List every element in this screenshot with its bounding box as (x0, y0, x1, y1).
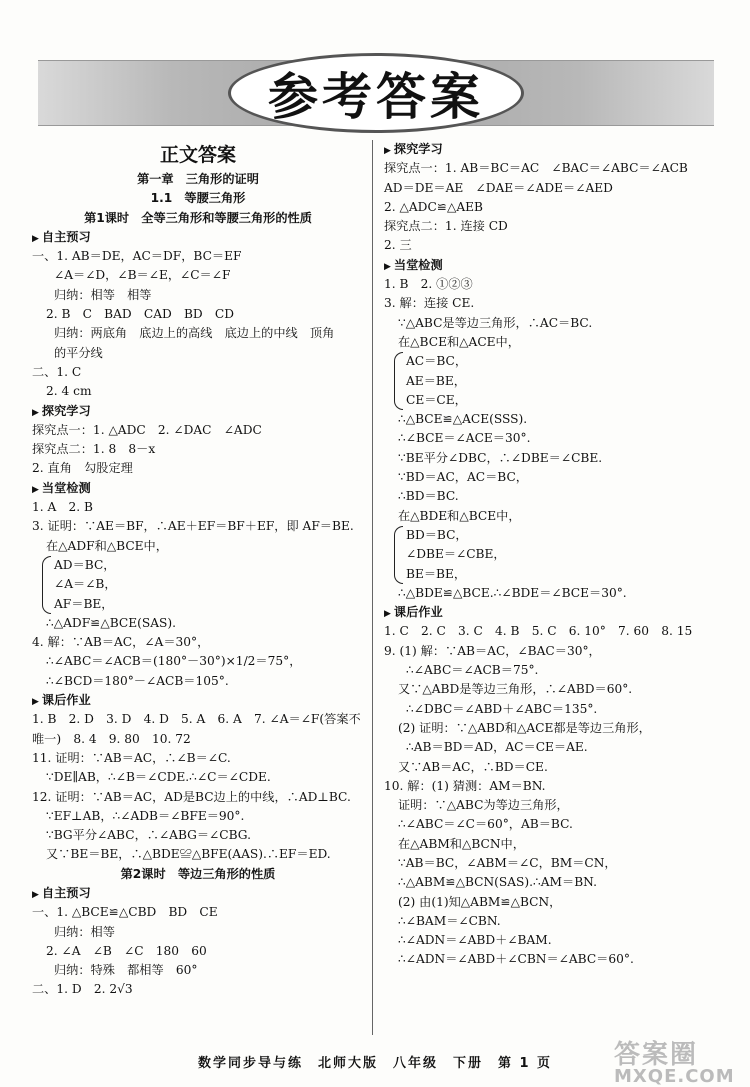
answer-line: ∵BE平分∠DBC，∴∠DBE＝∠CBE. (398, 450, 603, 465)
answer-line: 1. B 2. ①②③ (384, 277, 473, 292)
answer-line: 10. 解：(1) 猜测：AM＝BN. (384, 778, 546, 793)
answer-line: 在△ADF和△BCE中， (46, 538, 168, 553)
answer-line: ∵EF⊥AB，∴∠ADB＝∠BFE＝90°. (46, 808, 245, 823)
answer-line: 证明：∵△ABC为等边三角形， (398, 798, 569, 813)
left-brace (394, 352, 403, 410)
answer-line: 2. B C BAD CAD BD CD (46, 307, 234, 322)
answer-line: 在△ABM和△BCN中， (398, 836, 525, 851)
answer-line: 1. A 2. B (32, 500, 93, 515)
subsection-title: 1.1 等腰三角形 (150, 191, 246, 206)
answer-line: ∠A＝∠D，∠B＝∠E，∠C＝∠F (54, 268, 231, 283)
answer-line: BD＝BC， (406, 527, 468, 542)
triangle-icon: ▶ (32, 697, 39, 708)
heading-check: ▶ 当堂检测 (32, 480, 91, 495)
answer-line: ∴△ABM≌△BCN(SAS).∴AM＝BN. (398, 875, 597, 890)
heading-explore: ▶ 探究学习 (32, 403, 91, 418)
watermark-logo (614, 1040, 738, 1087)
answer-line: ∴∠ABC＝∠C＝60°，AB＝BC. (398, 817, 573, 832)
answer-line: ∴∠ADN＝∠ABD＋∠CBN＝∠ABC＝60°. (398, 952, 634, 967)
answer-line: 又∵AB＝AC，∴BD＝CE. (398, 759, 548, 774)
answer-line: 二、1. C (32, 364, 82, 379)
equation-system (32, 556, 364, 614)
answer-line: 唯一) 8. 4 9. 80 10. 72 (32, 731, 191, 746)
answer-line: 9. (1) 解：∵AB＝AC，∠BAC＝30°， (384, 643, 601, 658)
left-brace (42, 556, 51, 614)
answer-line: AF＝BE， (54, 596, 114, 611)
answer-line: ∵△ABC是等边三角形，∴AC＝BC. (398, 315, 593, 330)
answer-line: ∵DE∥AB，∴∠B＝∠CDE.∴∠C＝∠CDE. (46, 770, 271, 785)
chapter-title: 第一章 三角形的证明 (137, 172, 259, 186)
column-divider (372, 140, 373, 1035)
watermark-text: 答案圈 (614, 1040, 699, 1070)
answer-line: 归纳：相等 (54, 924, 115, 939)
section-title: 正文答案 (159, 144, 236, 166)
answer-line: ∵AB＝BC，∠ABM＝∠C，BM＝CN， (398, 855, 617, 870)
answer-line: 1. B 2. D 3. D 4. D 5. A 6. A 7. ∠A＝∠F(答案不 (32, 712, 361, 727)
lesson-title: 第1课时 全等三角形和等腰三角形的性质 (84, 210, 312, 225)
answer-line: 1. C 2. C 3. C 4. B 5. C 6. 10° 7. 60 8. 15 (384, 624, 693, 639)
answer-line: 4. 解：∵AB＝AC，∠A＝30°， (32, 635, 210, 650)
equation-system (384, 526, 724, 584)
right-column (384, 140, 724, 970)
triangle-icon: ▶ (32, 889, 39, 900)
answer-line: 2. 4 cm (46, 384, 92, 399)
answer-line: 又∵△ABD是等边三角形，∴∠ABD＝60°. (398, 682, 633, 697)
answer-line: (2) 证明：∵△ABD和△ACE都是等边三角形， (398, 720, 651, 735)
answer-line: 在△BCE和△ACE中， (398, 334, 520, 349)
answer-line: ∵BG平分∠ABC，∴∠ABG＝∠CBG. (46, 828, 251, 843)
answer-line: ∠DBE＝∠CBE， (406, 547, 506, 562)
heading-preview: ▶ 自主预习 (32, 885, 91, 900)
triangle-icon: ▶ (32, 233, 39, 244)
answer-line: ∴△BDE≌△BCE.∴∠BDE＝∠BCE＝30°. (398, 585, 627, 600)
page-title: 参考答案 (268, 68, 484, 126)
answer-line: 二、1. D 2. 2√3 (32, 982, 133, 997)
answer-line: CE＝CE， (406, 392, 467, 407)
watermark-url: MXQE.COM (614, 1066, 735, 1087)
answer-line: 归纳：两底角 底边上的高线 底边上的中线 顶角 (54, 326, 335, 341)
answer-line: ∴BD＝BC. (398, 489, 459, 504)
left-column (32, 140, 364, 1000)
answer-line: AD＝BC， (54, 557, 116, 572)
equation-system (384, 352, 724, 410)
answer-line: AE＝BE， (406, 373, 466, 388)
answer-line: ∴∠BCE＝∠ACE＝30°. (398, 431, 531, 446)
answer-line: ∴∠ABC＝∠ACB＝75°. (406, 663, 539, 678)
triangle-icon: ▶ (32, 484, 39, 495)
heading-preview: ▶ 自主预习 (32, 229, 91, 244)
answer-line: 探究点一：1. △ADC 2. ∠DAC ∠ADC (32, 422, 262, 437)
answer-line: ∴∠DBC＝∠ABD＋∠ABC＝135°. (406, 701, 598, 716)
lesson-title: 第2课时 等边三角形的性质 (120, 866, 276, 881)
answer-line: 2. ∠A ∠B ∠C 180 60 (46, 943, 207, 958)
answer-line: ∴△ADF≌△BCE(SAS). (46, 615, 177, 630)
answer-line: 11. 证明：∵AB＝AC，∴∠B＝∠C. (32, 750, 231, 765)
triangle-icon: ▶ (32, 407, 39, 418)
answer-line: ∵BD＝AC，AC＝BC， (398, 470, 528, 485)
answer-line: 的平分线 (54, 345, 103, 360)
answer-line: BE＝BE， (406, 566, 467, 581)
answer-line: (2) 由(1)知△ABM≌△BCN， (398, 894, 562, 909)
answer-line: ∴△BCE≌△ACE(SSS). (398, 412, 528, 427)
answer-line: 归纳：相等 相等 (54, 287, 152, 302)
heading-homework: ▶ 课后作业 (384, 605, 443, 620)
left-brace (394, 526, 403, 584)
answer-line: 归纳：特殊 都相等 60° (54, 963, 198, 978)
answer-line: AC＝BC， (406, 354, 468, 369)
answer-line: 2. △ADC≌△AEB (384, 199, 484, 214)
answer-line: 一、1. △BCE≌△CBD BD CE (32, 905, 218, 920)
answer-line: ∴∠ADN＝∠ABD＋∠BAM. (398, 933, 552, 948)
answer-line: ∴∠BCD＝180°－∠ACB＝105°. (46, 673, 229, 688)
answer-line: 3. 解：连接 CE. (384, 296, 475, 311)
heading-explore: ▶ 探究学习 (384, 142, 443, 156)
answer-line: 2. 直角 勾股定理 (32, 461, 133, 476)
answer-line: ∴∠BAM＝∠CBN. (398, 913, 501, 928)
heading-check: ▶ 当堂检测 (384, 257, 443, 272)
answer-line: 探究点二：1. 8 8－x (32, 442, 156, 457)
answer-line: 又∵BE＝BE，∴△BDE≌△BFE(AAS).∴EF＝ED. (46, 847, 331, 862)
answer-line: ∴∠ABC＝∠ACB＝(180°－30°)×1/2＝75°， (46, 654, 302, 669)
triangle-icon: ▶ (384, 609, 391, 620)
answer-line: ∴AB＝BD＝AD，AC＝CE＝AE. (406, 740, 588, 755)
answer-line: AD＝DE＝AE ∠DAE＝∠ADE＝∠AED (384, 180, 613, 195)
triangle-icon: ▶ (384, 261, 391, 272)
triangle-icon: ▶ (384, 146, 391, 156)
title-banner (38, 60, 714, 126)
answer-line: 探究点一：1. AB＝BC＝AC ∠BAC＝∠ABC＝∠ACB (384, 161, 688, 176)
answer-line: 12. 证明：∵AB＝AC，AD是BC边上的中线，∴AD⊥BC. (32, 789, 351, 804)
answer-line: 在△BDE和△BCE中， (398, 508, 521, 523)
answer-line: 2. 三 (384, 238, 412, 253)
answer-line: 一、1. AB＝DE，AC＝DF，BC＝EF (32, 249, 242, 264)
answer-line: ∠A＝∠B， (54, 577, 117, 592)
answer-line: 3. 证明：∵AE＝BF，∴AE＋EF＝BF＋EF，即 AF＝BE. (32, 519, 354, 534)
page-footer: 数学同步导与练 北师大版 八年级 下册 第 1 页 (197, 1056, 553, 1071)
answer-line: 探究点二：1. 连接 CD (384, 219, 508, 234)
heading-homework: ▶ 课后作业 (32, 693, 91, 708)
